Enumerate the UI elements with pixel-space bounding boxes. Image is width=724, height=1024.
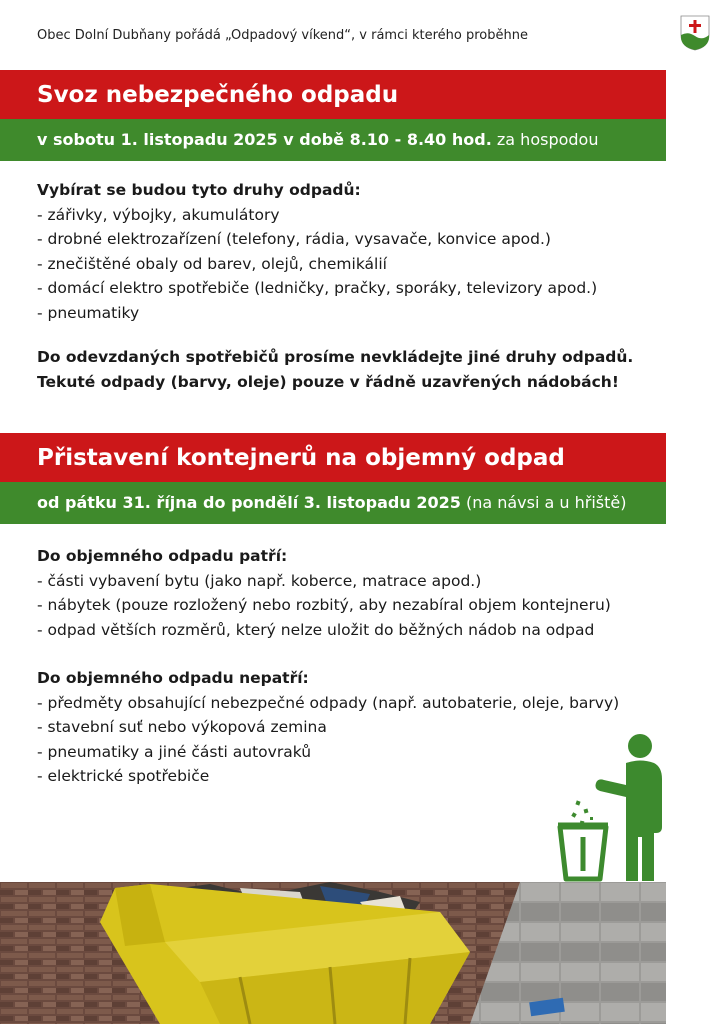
list-item: - předměty obsahující nebezpečné odpady (např. autobaterie, oleje, barvy) [37, 693, 620, 712]
person-throwing-trash-icon [556, 733, 668, 883]
notice-line: Tekuté odpady (barvy, oleje) pouze v řádně uzavřených nádobách! [37, 372, 619, 391]
list-item: - znečištěné obaly od barev, olejů, chemikálií [37, 254, 387, 273]
list-item: - odpad větších rozměrů, který nelze uložit do běžných nádob na odpad [37, 620, 595, 639]
list-item: - části vybavení bytu (jako např. koberce, matrace apod.) [37, 571, 482, 590]
hazardous-waste-place: za hospodou [491, 130, 599, 149]
hazardous-waste-date-bar [0, 119, 666, 161]
bulky-waste-belongs [37, 544, 611, 642]
bulky-waste-date: od pátku 31. října do pondělí 3. listopadu 2025 [37, 493, 461, 512]
bulky-waste-not-belongs [37, 666, 619, 789]
village-crest-icon [680, 15, 710, 51]
hazardous-waste-title: Svoz nebezpečného odpadu [0, 70, 666, 120]
list-item: - domácí elektro spotřebiče (ledničky, pračky, sporáky, televizory apod.) [37, 279, 598, 297]
dumpster-photo [0, 882, 666, 1024]
list-item: - pneumatiky a jiné části autovraků [37, 742, 312, 761]
intro-text: Obec Dolní Dubňany pořádá „Odpadový víkend“, v rámci kterého proběhne [37, 28, 528, 43]
bulky-waste-place: (na návsi a u hřiště) [460, 493, 627, 512]
list-item: - pneumatiky [37, 303, 140, 322]
list-item: - nábytek (pouze rozložený nebo rozbitý, aby nezabíral objem kontejneru) [37, 596, 611, 614]
bulky-waste-title: Přistavení kontejnerů na objemný odpad [0, 433, 666, 483]
bulky-waste-not-heading: Do objemného odpadu nepatří: [37, 669, 309, 687]
list-item: - drobné elektrozařízení (telefony, rádia, vysavače, konvice apod.) [37, 230, 551, 248]
list-item: - elektrické spotřebiče [37, 767, 210, 785]
notice-line: Do odevzdaných spotřebičů prosíme nevkládejte jiné druhy odpadů. [37, 348, 634, 366]
hazardous-waste-notice [37, 345, 633, 394]
hazardous-waste-list [37, 178, 597, 325]
hazardous-waste-heading: Vybírat se budou tyto druhy odpadů: [37, 181, 361, 199]
bulky-waste-date-bar [0, 482, 666, 524]
hazardous-waste-date: v sobotu 1. listopadu 2025 v době 8.10 - 8.40 hod. [37, 130, 492, 149]
list-item: - zářivky, výbojky, akumulátory [37, 205, 280, 224]
bulky-waste-belongs-heading: Do objemného odpadu patří: [37, 547, 288, 565]
list-item: - stavební suť nebo výkopová zemina [37, 718, 327, 736]
